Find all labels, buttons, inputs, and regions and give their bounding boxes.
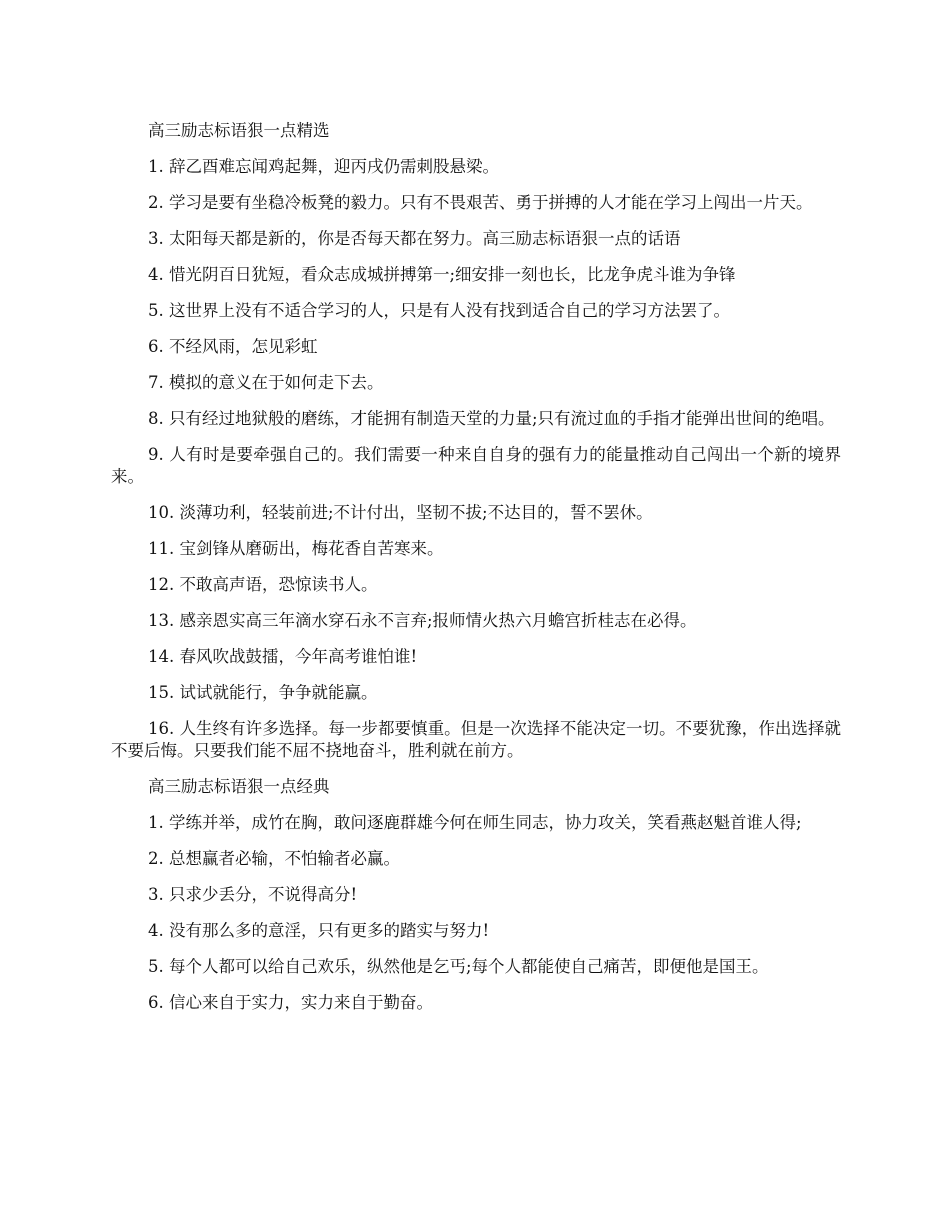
section-heading: 高三励志标语狠一点精选 [148,121,330,140]
list-item: 9. 人有时是要牵强自己的。我们需要一种来自自身的强有力的能量推动自己闯出一个新的境界来。 [111,445,841,486]
list-item: 6. 信心来自于实力，实力来自于勤奋。 [148,993,433,1012]
list-item: 2. 总想赢者必输，不怕输者必赢。 [148,849,400,868]
list-item: 3. 太阳每天都是新的，你是否每天都在努力。高三励志标语狠一点的话语 [148,229,681,248]
list-item: 3. 只求少丢分，不说得高分! [148,885,358,904]
list-item: 15. 试试就能行，争争就能赢。 [148,683,378,702]
list-item: 16. 人生终有许多选择。每一步都要慎重。但是一次选择不能决定一切。不要犹豫，作出选择就不要后悔。只要我们能不屈不挠地奋斗，胜利就在前方。 [111,719,841,760]
list-item: 13. 感亲恩实高三年滴水穿石永不言弃;报师情火热六月蟾宫折桂志在必得。 [148,611,697,630]
list-item: 1. 辞乙酉难忘闻鸡起舞，迎丙戌仍需刺股悬梁。 [148,157,499,176]
document-page [111,120,841,1028]
list-item: 7. 模拟的意义在于如何走下去。 [148,373,384,392]
list-item: 4. 没有那么多的意淫，只有更多的踏实与努力! [148,921,490,940]
list-item: 14. 春风吹战鼓擂，今年高考谁怕谁! [148,647,418,666]
list-item: 5. 每个人都可以给自己欢乐，纵然他是乞丐;每个人都能使自己痛苦，即便他是国王。 [148,957,769,976]
list-item: 12. 不敢高声语，恐惊读书人。 [148,575,378,594]
list-item: 10. 淡薄功利，轻装前进;不计付出，坚韧不拔;不达目的，誓不罢休。 [148,503,653,522]
list-item: 1. 学练并举，成竹在胸，敢问逐鹿群雄今何在师生同志，协力攻关，笑看燕赵魁首谁人得; [148,813,802,832]
list-item: 6. 不经风雨，怎见彩虹 [148,337,318,356]
list-item: 11. 宝剑锋从磨砺出，梅花香自苦寒来。 [148,539,444,558]
section-heading: 高三励志标语狠一点经典 [148,777,330,796]
list-item: 2. 学习是要有坐稳冷板凳的毅力。只有不畏艰苦、勇于拼搏的人才能在学习上闯出一片天。 [148,193,813,212]
list-item: 4. 惜光阴百日犹短，看众志成城拼搏第一;细安排一刻也长，比龙争虎斗谁为争锋 [148,265,736,284]
list-item: 8. 只有经过地狱般的磨练，才能拥有制造天堂的力量;只有流过血的手指才能弹出世间的绝唱。 [148,409,835,428]
list-item: 5. 这世界上没有不适合学习的人，只是有人没有找到适合自己的学习方法罢了。 [148,301,730,320]
